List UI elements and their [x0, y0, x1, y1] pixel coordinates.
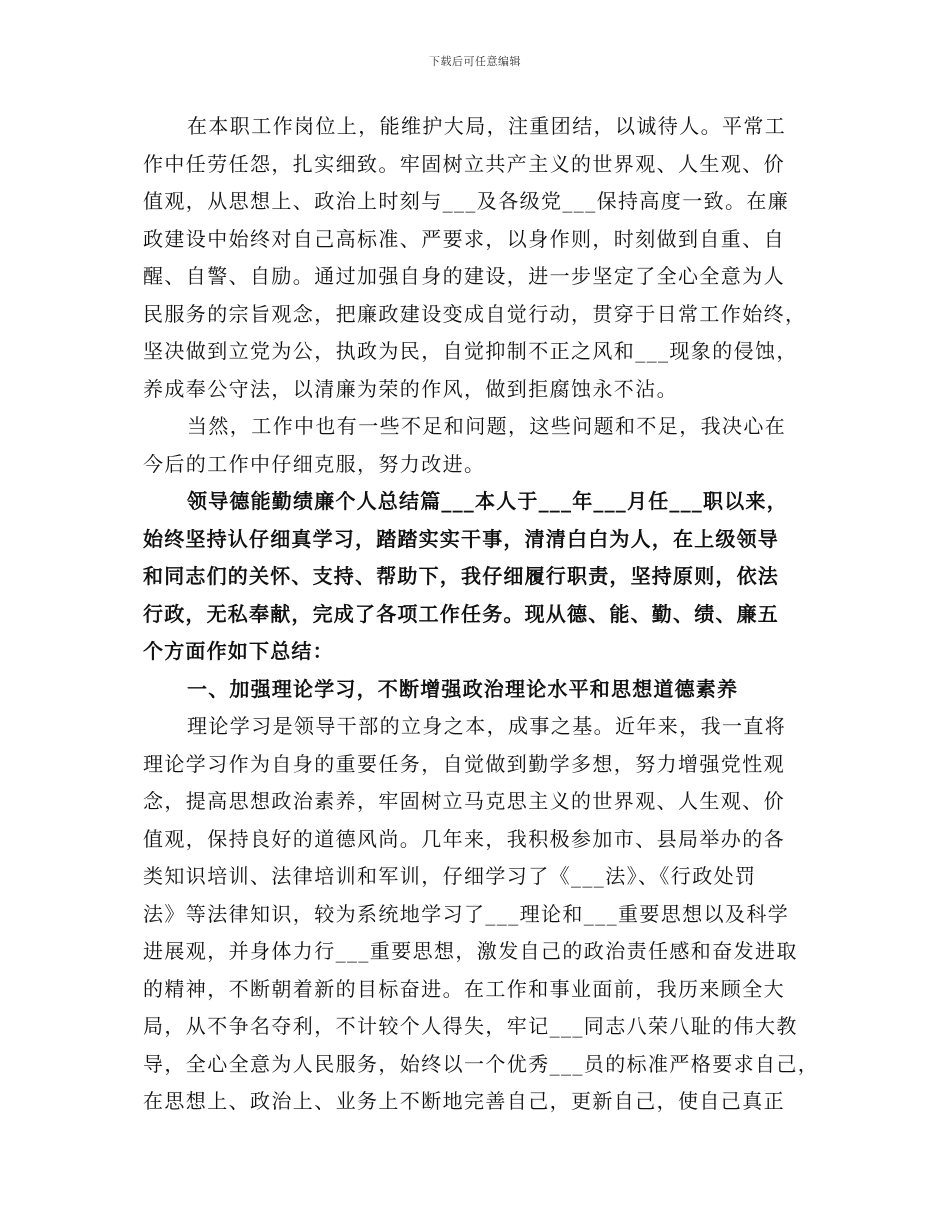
- text-line: 理论学习作为自身的重要任务，自觉做到勤学多想，努力增强党性观: [143, 751, 785, 776]
- text-line: 当然，工作中也有一些不足和问题，这些问题和不足，我决心在: [187, 414, 787, 438]
- text-line: 在本职工作岗位上，能维护大局，注重团结，以诚待人。平常工: [187, 114, 787, 138]
- text-line: 在思想上、政治上、业务上不断地完善自己，更新自己，使自己真正: [143, 1089, 785, 1113]
- text-line: 念，提高思想政治素养，牢固树立马克思主义的世界观、人生观、价: [143, 789, 785, 813]
- text-line: 类知识培训、法律培训和军训，仔细学习了《___法》、《行政处罚: [143, 864, 757, 888]
- bold-text-line: 行政，无私奉献，完成了各项工作任务。现从德、能、勤、绩、廉五: [143, 601, 779, 626]
- text-line: 今后的工作中仔细克服，努力改进。: [143, 451, 486, 476]
- text-line: 值观，从思想上、政治上时刻与___及各级党___保持高度一致。在廉: [143, 189, 790, 213]
- bold-text-line: 和同志们的关怀、支持、帮助下，我仔细履行职责，坚持原则，依法: [143, 564, 779, 588]
- bold-text-line: 个方面作如下总结：: [143, 639, 334, 663]
- text-line: 理论学习是领导干部的立身之本，成事之基。近年来，我一直将: [187, 714, 787, 738]
- text-line: 局，从不争名夺利，不计较个人得失，牢记___同志八荣八耻的伟大教: [143, 1014, 798, 1038]
- text-line: 法》等法律知识，较为系统地学习了___理论和___重要思想以及科学: [143, 901, 790, 926]
- text-line: 进展观，并身体力行___重要思想，激发自己的政治责任感和奋发进取: [143, 939, 798, 963]
- text-line: 的精神，不断朝着新的目标奋进。在工作和事业面前，我历来顾全大: [143, 976, 785, 1001]
- text-line: 民服务的宗旨观念，把廉政建设变成自觉行动，贯穿于日常工作始终，: [143, 301, 807, 326]
- text-line: 坚决做到立党为公，执政为民，自觉抑制不正之风和___现象的侵蚀，: [143, 339, 798, 363]
- bold-text-line: 一、加强理论学习，不断增强政治理论水平和思想道德素养: [187, 676, 739, 701]
- bold-text-line: 领导德能勤绩廉个人总结篇___本人于___年___月任___职以来，: [187, 489, 788, 513]
- bold-text-line: 始终坚持认仔细真学习，踏踏实实干事，清清白白为人，在上级领导: [143, 526, 779, 551]
- text-line: 导，全心全意为人民服务，始终以一个优秀___员的标准严格要求自己，: [143, 1051, 820, 1076]
- text-line: 作中任劳任怨，扎实细致。牢固树立共产主义的世界观、人生观、价: [143, 151, 785, 176]
- document-body: [143, 108, 823, 1121]
- text-line: 养成奉公守法，以清廉为荣的作风，做到拒腐蚀永不沾。: [143, 376, 678, 401]
- text-line: 醒、自警、自励。通过加强自身的建设，进一步坚定了全心全意为人: [143, 264, 785, 288]
- text-line: 政建设中始终对自己高标准、严要求，以身作则，时刻做到自重、自: [143, 226, 785, 251]
- page-header: 下载后可任意编辑: [429, 55, 521, 68]
- text-line: 值观，保持良好的道德风尚。几年来，我积极参加市、县局举办的各: [143, 826, 785, 851]
